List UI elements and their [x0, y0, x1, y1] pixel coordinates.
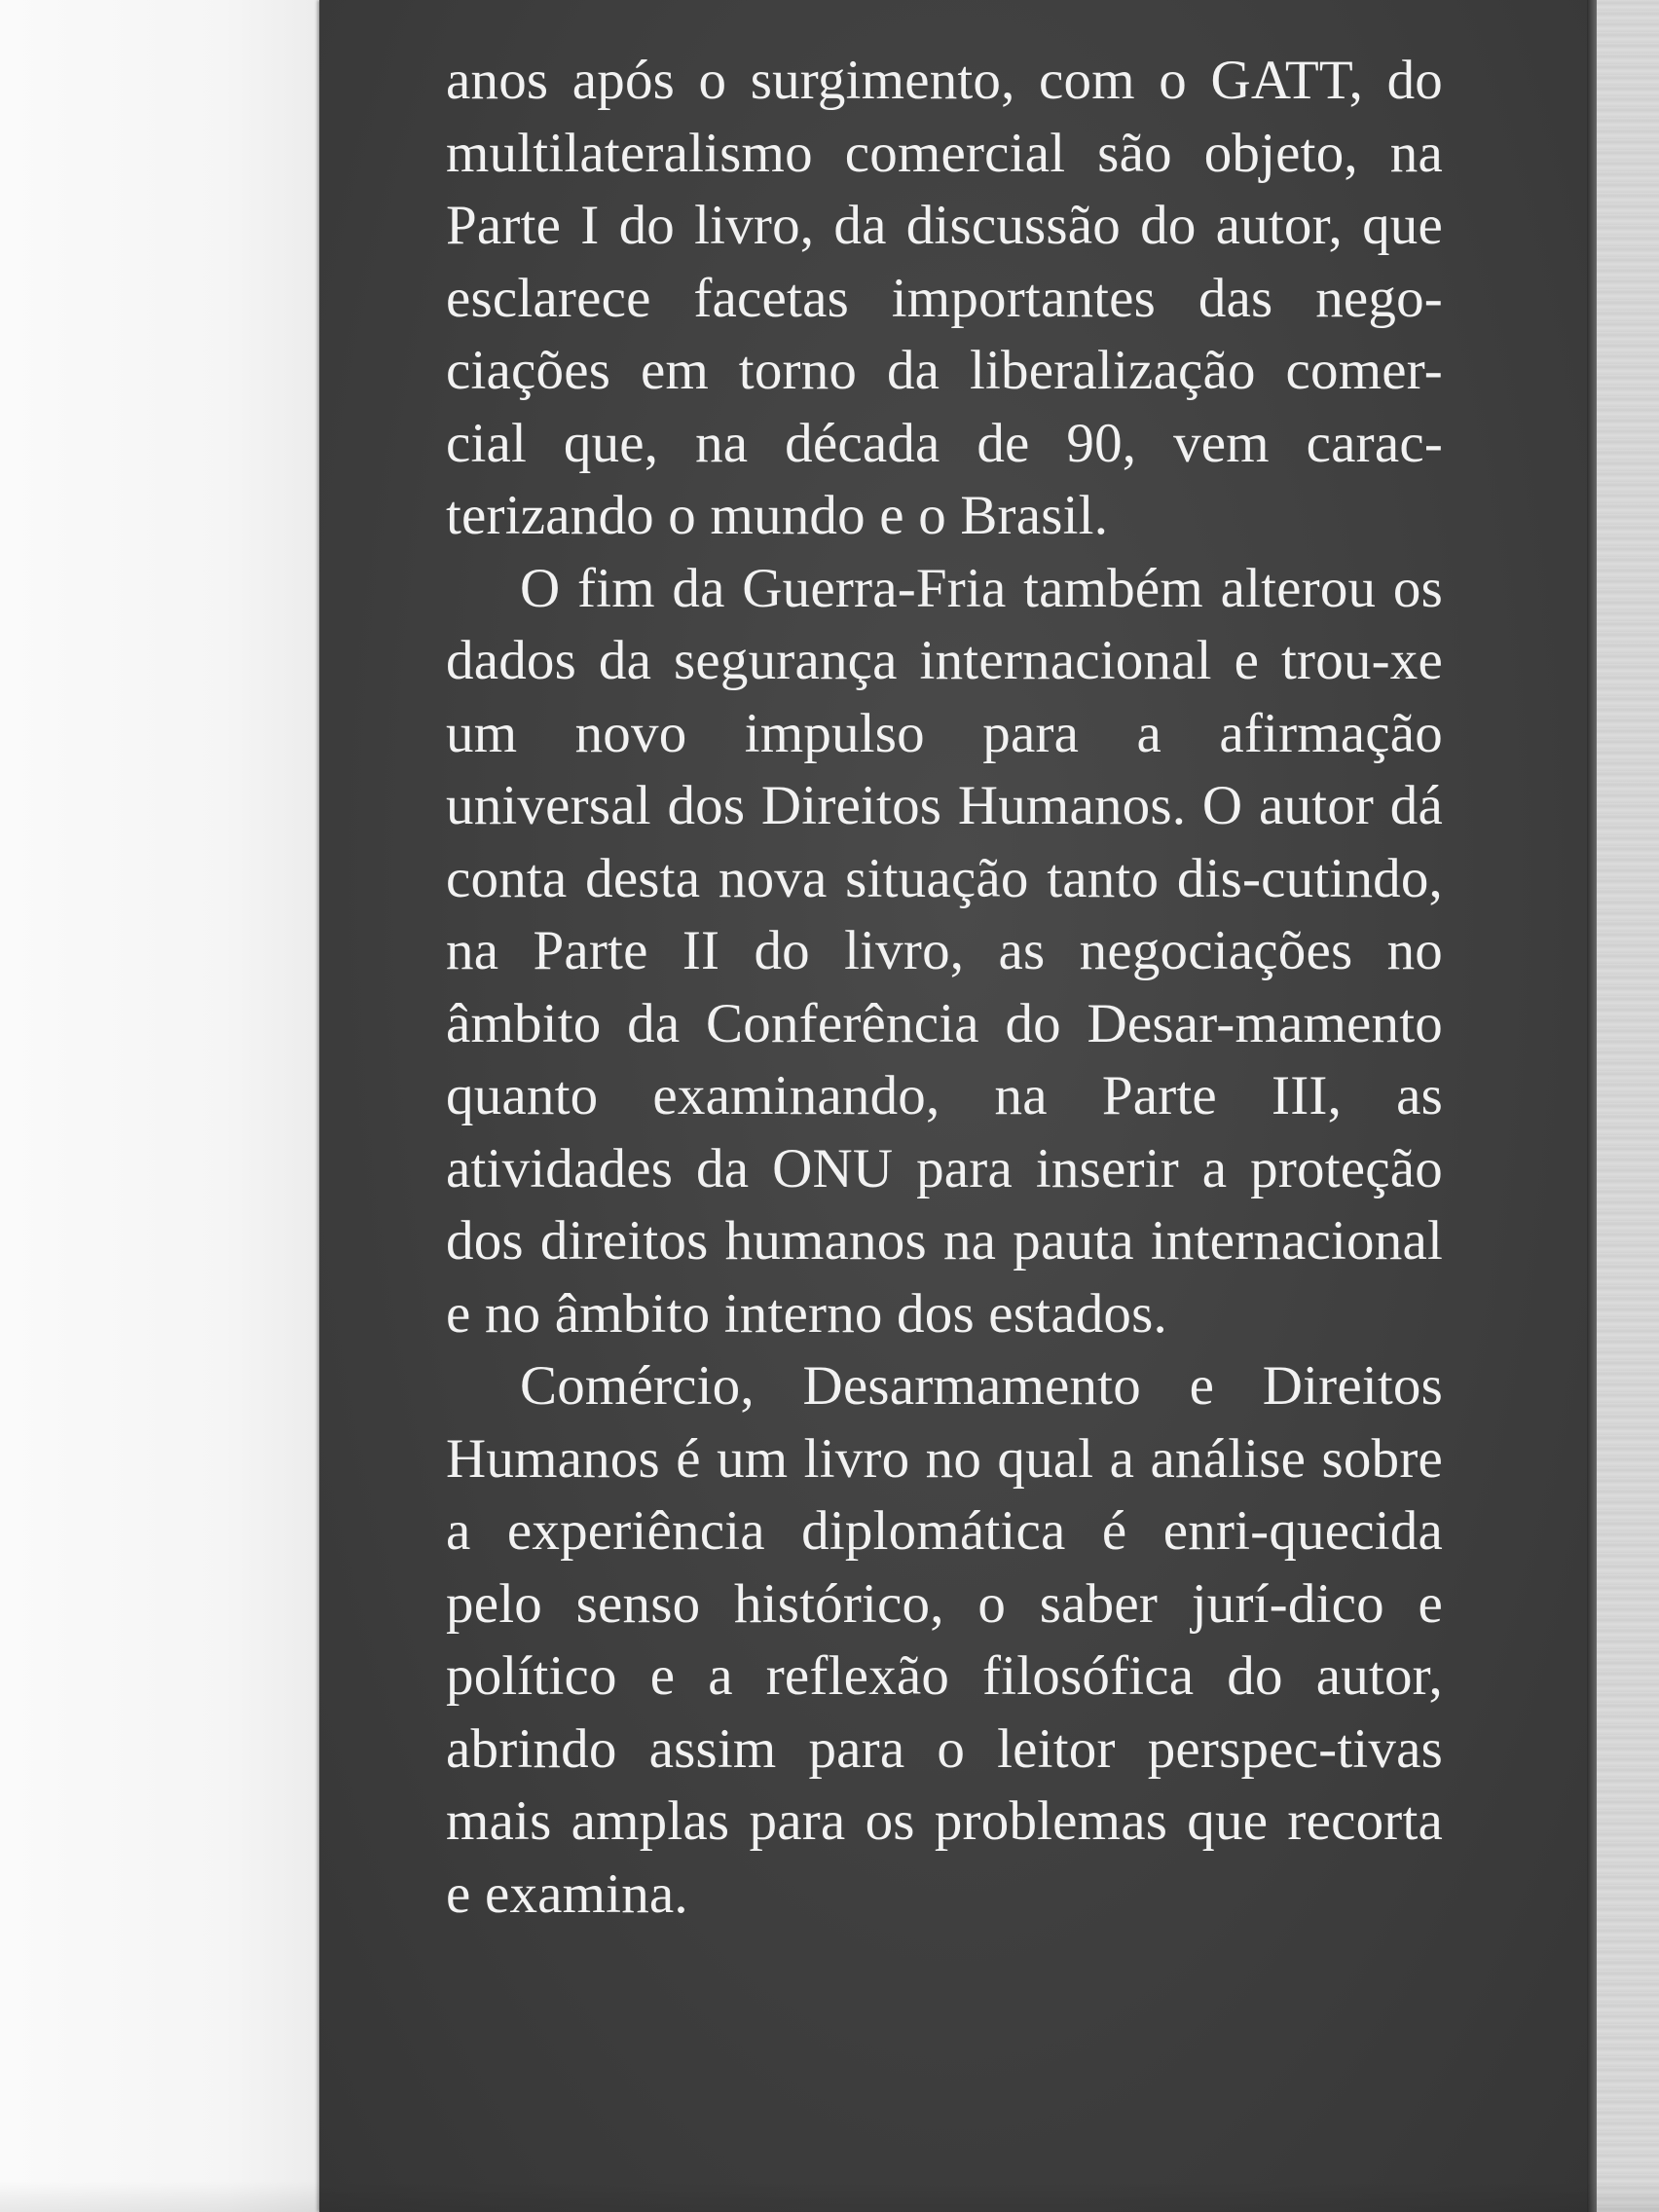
left-blank-page — [0, 0, 321, 2212]
paragraph-2: O fim da Guerra-Fria também alterou os dados da segurança internacional e trou-xe um novo impulso para a afirmação universal dos Direitos Humanos. O autor dá conta desta nova situação tanto dis-cutindo, na Parte II do livro, as negociações no âmbito da Conferência do Desar-mamento quanto examinando, na Parte III, as atividades da ONU para inserir a proteção dos direitos humanos na pauta internacional e no âmbito interno dos estados. — [446, 557, 1443, 1345]
book-spine-edge — [1597, 0, 1659, 2212]
flap-edge — [1587, 0, 1597, 2212]
bottom-shadow — [0, 2181, 1659, 2212]
paragraph-3: Comércio, Desarmamento e Direitos Humanos é um livro no qual a análise sobre a experiência diplomática é enri-quecida pelo senso histórico, o saber jurí-dico e político e a reflexão filosófica do autor, abrindo assim para o leitor perspec-tivas mais amplas para os problemas que recorta e examina. — [446, 1355, 1443, 1925]
paragraph-1: anos após o surgimento, com o GATT, do multilateralismo comercial são objeto, na Parte I do livro, da discussão do autor, que esclarece facetas importantes das nego-ciações em torno da liberalização comer-cial que, na década de 90, vem carac-terizando o mundo e o Brasil. — [446, 50, 1443, 546]
flap-text-block — [446, 45, 1443, 1931]
